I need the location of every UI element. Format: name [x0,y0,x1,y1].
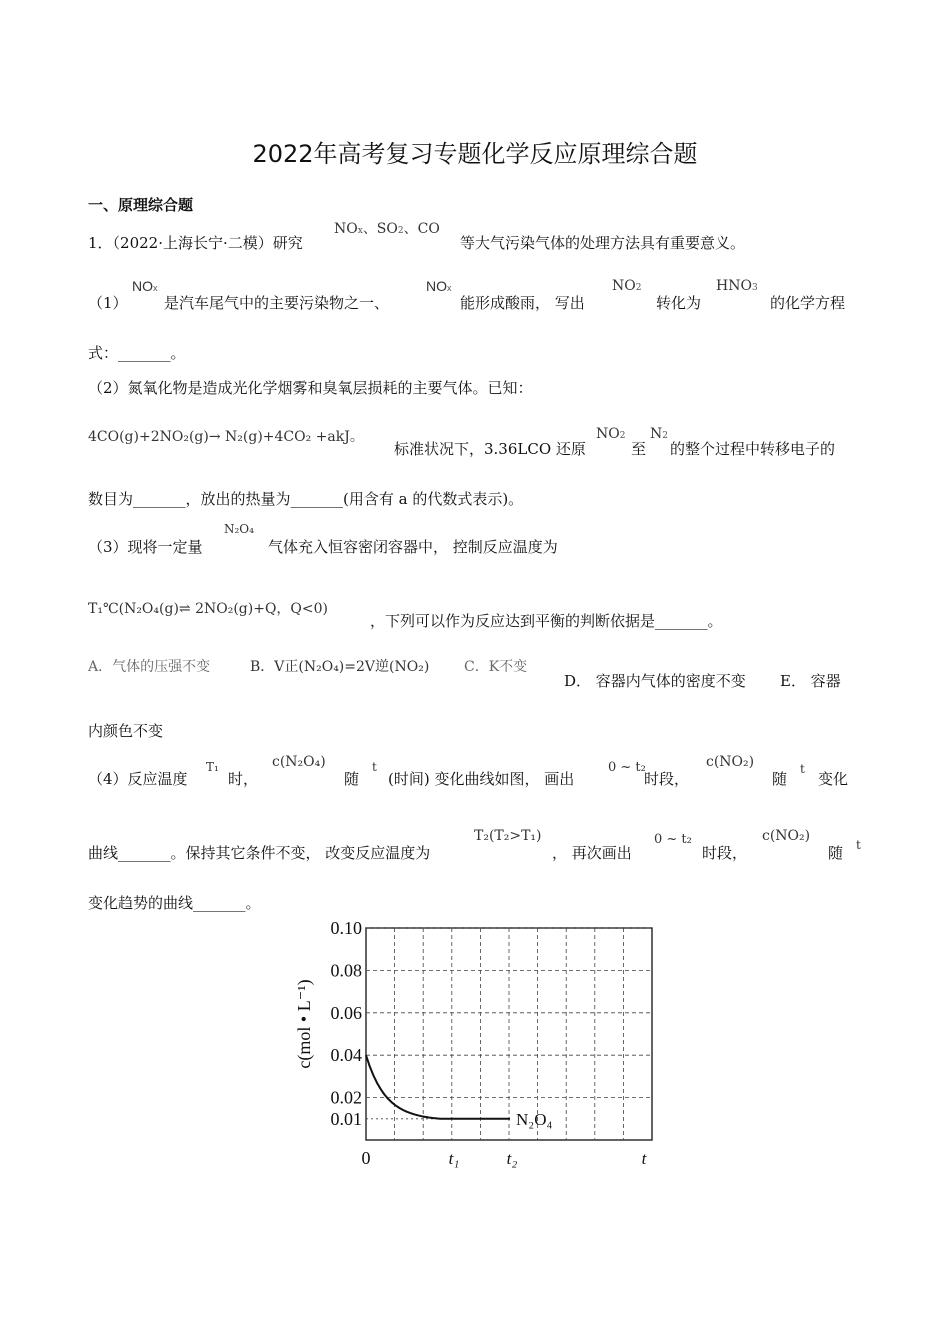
p1-line2: 式：_______。 [88,344,186,362]
y-tick-label: 0.08 [330,960,362,981]
section-heading: 一、原理综合题 [88,196,194,214]
p2-zhi: 至 [631,440,647,458]
concentration-chart [290,912,680,1174]
p4-range2: 0 ~ t₂ [654,832,692,847]
y-axis-label: c(mol • L⁻¹) [294,979,314,1069]
p3-tail: ，下列可以作为反应达到平衡的判断依据是_______。 [370,612,723,630]
y-tick-label: 0.06 [330,1002,362,1023]
p4-line2b: ， 再次画出 [552,844,632,862]
p4-cn2o4: c(N₂O₄) [272,754,326,770]
p4-t1: T₁ [206,760,219,774]
p4-bianhua: 变化 [818,770,849,788]
option-e-cont: 内颜色不变 [88,722,164,740]
p2-line1: （2）氮氧化物是造成光化学烟雾和臭氧层损耗的主要气体。已知： [88,379,533,397]
option-b: B．V正(N₂O₄)=2V逆(NO₂) [250,659,430,675]
p2-mid1: 标准状况下，3.36LCO 还原 [394,440,586,458]
p3-equation: T₁℃(N₂O₄(g)⇌ 2NO₂(g)+Q，Q<0) [88,601,329,617]
p4-shiduan2: 时段， [702,844,748,862]
y-tick-label: 0.02 [330,1087,362,1108]
series-label-n2o4: N₂O₄ [516,1109,553,1129]
p1-mid3: 转化为 [656,294,702,312]
x-tick-label: 0 [361,1148,371,1168]
series-line-n2o4 [366,1055,510,1119]
p1-hno3: HNO3 [716,278,758,294]
q1-tail: 等大气污染气体的处理方法具有重要意义。 [460,234,746,252]
p1-lead: （1） [88,294,128,312]
y-tick-label: 0.01 [330,1108,362,1129]
q1-formula: NOx、SO2、CO [334,221,440,237]
y-tick-label: 0.10 [330,918,362,938]
p4-sui2: 随 [772,770,788,788]
p1-mid1: 是汽车尾气中的主要污染物之一、 [164,294,390,312]
p4-line2a: 曲线_______。保持其它条件不变， 改变反应温度为 [88,844,431,862]
option-e: E． 容器 [780,672,841,690]
p2-n2: N2 [650,426,668,442]
p4-lead: （4）反应温度 [88,770,188,788]
p4-cno2: c(NO₂) [706,754,755,770]
x-tick-label: t₂ [506,1149,518,1168]
x-tick-label: t [641,1149,647,1168]
p4-t2: t [800,762,805,776]
p4-cno2b: c(NO₂) [762,828,811,844]
p4-line3: 变化趋势的曲线_______。 [88,894,261,912]
p4-t3: t [856,838,861,852]
p4-range: 0 ~ t₂ [608,760,646,775]
p1-nox: NOx [132,278,158,294]
p2-equation: 4CO(g)+2NO₂(g)→ N₂(g)+4CO₂ +akJ。 [88,429,364,445]
option-a: A．气体的压强不变 [88,659,211,675]
p1-nox2: NOx [426,278,452,294]
y-tick-label: 0.04 [330,1045,362,1066]
p3-n2o4: N₂O₄ [224,522,254,536]
p1-no2: NO2 [612,278,642,294]
option-c: C．K不变 [464,659,528,675]
p4-mid: (时间) 变化曲线如图， 画出 [388,770,575,788]
p3-lead: （3）现将一定量 [88,538,203,556]
p4-t: t [372,760,377,774]
q1-lead: 1．（2022·上海长宁·二模）研究 [88,234,303,252]
page-title: 2022年高考复习专题化学反应原理综合题 [252,140,698,168]
p4-t2cond: T₂(T₂>T₁) [474,828,542,844]
x-tick-label: t₁ [448,1149,460,1168]
p2-tail: 的整个过程中转移电子的 [670,440,836,458]
p2-no2: NO2 [596,426,626,442]
p4-sui: 随 [344,770,360,788]
p1-mid2: 能形成酸雨， 写出 [460,294,585,312]
p3-mid: 气体充入恒容密闭容器中， 控制反应温度为 [268,538,558,556]
option-d: D． 容器内气体的密度不变 [564,672,746,690]
p4-sui3: 随 [828,844,844,862]
p4-shi: 时， [228,770,259,788]
p2-line3: 数目为_______，放出的热量为_______(用含有 a 的代数式表示)。 [88,490,524,508]
p1-tail: 的化学方程 [770,294,846,312]
p4-shiduan: 时段， [644,770,690,788]
